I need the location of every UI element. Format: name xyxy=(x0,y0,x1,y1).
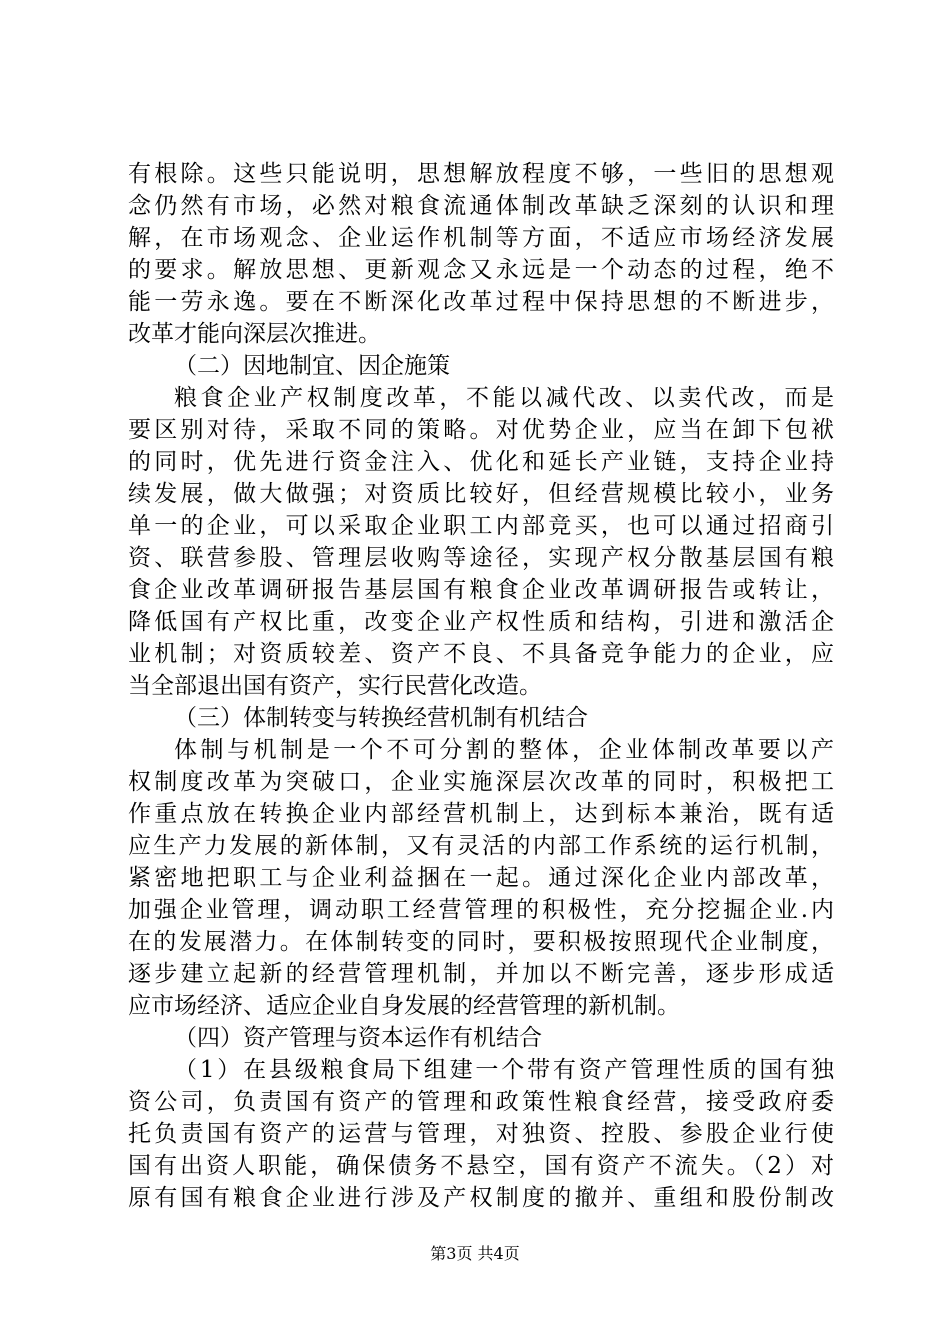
text-line: 要区别对待，采取不同的策略。对优势企业，应当在卸下包袱 xyxy=(128,417,834,443)
text-line: （四）资产管理与资本运作有机结合 xyxy=(174,1025,542,1051)
text-line: 当全部退出国有资产，实行民营化改造。 xyxy=(128,673,542,699)
text-line: 解，在市场观念、企业运作机制等方面，不适应市场经济发展 xyxy=(128,225,834,251)
text-line: 原有国有粮食企业进行涉及产权制度的撤并、重组和股份制改 xyxy=(128,1185,834,1211)
text-line: 权制度改革为突破口，企业实施深层次改革的同时，积极把工 xyxy=(128,769,834,795)
text-line: 单一的企业，可以采取企业职工内部竞买，也可以通过招商引 xyxy=(128,513,834,539)
text-line: 食企业改革调研报告基层国有粮食企业改革调研报告或转让， xyxy=(128,577,834,603)
text-line: 的同时，优先进行资金注入、优化和延长产业链，支持企业持 xyxy=(128,449,834,475)
text-line: 作重点放在转换企业内部经营机制上，达到标本兼治，既有适 xyxy=(128,801,834,827)
text-line: 在的发展潜力。在体制转变的同时，要积极按照现代企业制度， xyxy=(128,929,834,955)
text-line: 能一劳永逸。要在不断深化改革过程中保持思想的不断进步， xyxy=(128,289,834,315)
text-line: 有根除。这些只能说明，思想解放程度不够，一些旧的思想观 xyxy=(128,161,834,187)
text-line: 加强企业管理，调动职工经营管理的积极性，充分挖掘企业.内 xyxy=(128,897,834,923)
text-line: 体制与机制是一个不可分割的整体，企业体制改革要以产 xyxy=(174,737,834,763)
text-line: 紧密地把职工与企业利益捆在一起。通过深化企业内部改革， xyxy=(128,865,834,891)
text-line: 资、联营参股、管理层收购等途径，实现产权分散基层国有粮 xyxy=(128,545,834,571)
text-line: （1）在县级粮食局下组建一个带有资产管理性质的国有独 xyxy=(174,1057,834,1083)
text-line: 粮食企业产权制度改革，不能以减代改、以卖代改，而是 xyxy=(174,385,834,411)
text-line: （二）因地制宜、因企施策 xyxy=(174,353,450,379)
text-line: 的要求。解放思想、更新观念又永远是一个动态的过程，绝不 xyxy=(128,257,834,283)
text-line: 念仍然有市场，必然对粮食流通体制改革缺乏深刻的认识和理 xyxy=(128,193,834,219)
text-line: 业机制；对资质较差、资产不良、不具备竞争能力的企业，应 xyxy=(128,641,834,667)
text-line: 应生产力发展的新体制，又有灵活的内部工作系统的运行机制， xyxy=(128,833,834,859)
document-body xyxy=(128,158,834,1214)
text-line: 续发展，做大做强；对资质比较好，但经营规模比较小，业务 xyxy=(128,481,834,507)
text-line: 国有出资人职能，确保债务不悬空，国有资产不流失。（2）对 xyxy=(128,1153,834,1179)
text-line: （三）体制转变与转换经营机制有机结合 xyxy=(174,705,588,731)
page-footer: 第3页 共4页 xyxy=(430,1244,520,1263)
text-line: 降低国有产权比重，改变企业产权性质和结构，引进和激活企 xyxy=(128,609,834,635)
text-line: 改革才能向深层次推进。 xyxy=(128,321,381,347)
text-line: 资公司，负责国有资产的管理和政策性粮食经营，接受政府委 xyxy=(128,1089,834,1115)
text-line: 逐步建立起新的经营管理机制，并加以不断完善，逐步形成适 xyxy=(128,961,834,987)
text-line: 托负责国有资产的运营与管理，对独资、控股、参股企业行使 xyxy=(128,1121,834,1147)
text-line: 应市场经济、适应企业自身发展的经营管理的新机制。 xyxy=(128,993,680,1019)
